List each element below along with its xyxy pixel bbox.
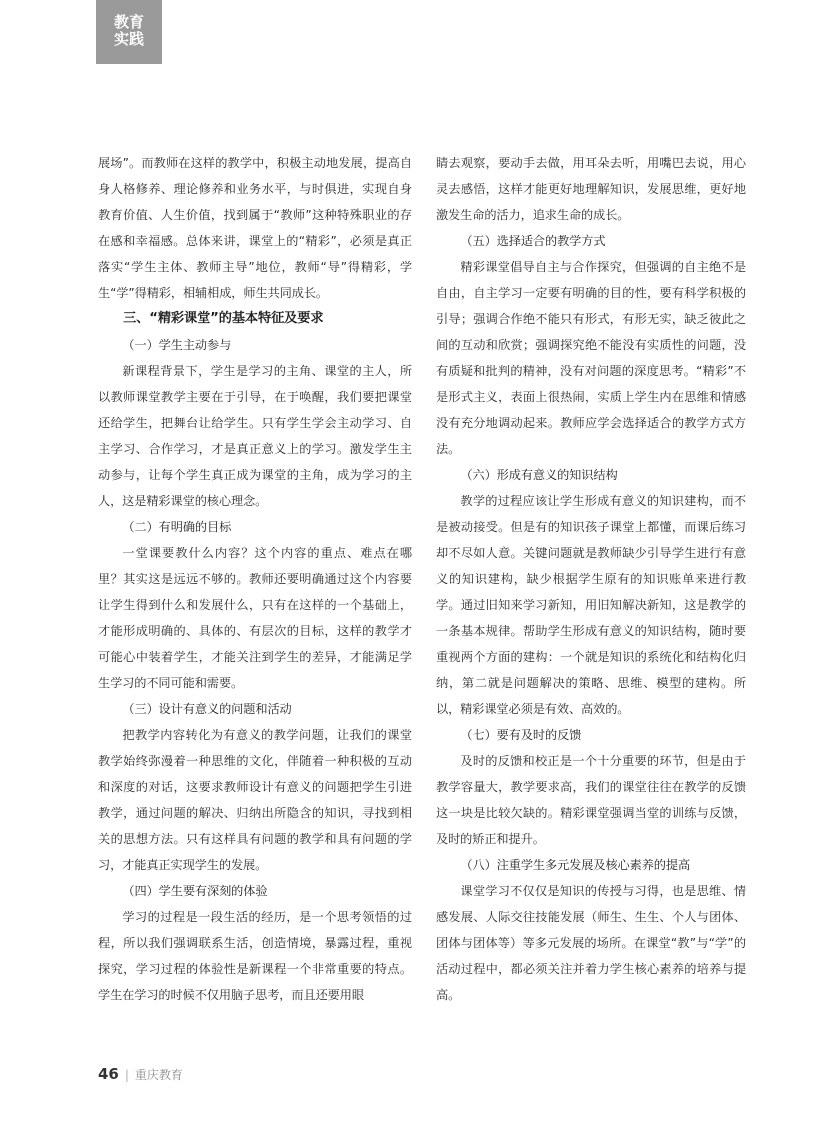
paragraph: 睛去观察，要动手去做，用耳朵去听，用嘴巴去说，用心灵去感悟，这样才能更好地理解知识，发展思维，更好地激发生命的活力，追求生命的成长。 <box>436 156 746 222</box>
paragraph: 教学的过程应该让学生形成有意义的知识建构，而不是被动接受。但是有的知识孩子课堂上都懂，而课后练习却不尽如人意。关键问题就是教师缺少引导学生进行有意义的知识建构，缺少根据学生原有的知识账单来进行教学。通过旧知来学习新知，用旧知解决新知，这是教学的一条基本规律。帮助学生形成有意义的知识结构，随时要重视两个方面的建构：一个就是知识的系统化和结构化归纳，第二就是问题解决的策略、思维、模型的建构。所以，精彩课堂必须是有效、高效的。 <box>436 494 746 716</box>
paragraph: 学习的过程是一段生活的经历，是一个思考领悟的过程，所以我们强调联系生活，创造情境，暴露过程，重视探究，学习过程的体验性是新课程一个非常重要的特点。学生在学习的时候不仅用脑子思考，而且还要用眼 <box>98 910 412 1002</box>
paragraph: 及时的反馈和校正是一个十分重要的环节，但是由于教学容量大，教学要求高，我们的课堂往往在教学的反馈这一块是比较欠缺的。精彩课堂强调当堂的训练与反馈，及时的矫正和提升。 <box>436 754 746 846</box>
section-heading: 三、“精彩课堂”的基本特征及要求 <box>123 311 324 326</box>
paragraph: 一堂课要教什么内容？这个内容的重点、难点在哪里？其实这是远远不够的。教师还要明确通过这个内容要让学生得到什么和发展什么，只有在这样的一个基础上，才能形成明确的、具体的、有层次的目标，这样的教学才可能心中装着学生，才能关注到学生的差异，才能满足学生学习的不同可能和需要。 <box>98 546 412 690</box>
paragraph: 把教学内容转化为有意义的教学问题，让我们的课堂教学始终弥漫着一种思维的文化，伴随着一种积极的互动和深度的对话，这要求教师设计有意义的问题把学生引进教学，通过问题的解决、归纳出所隐含的知识，寻找到相关的思想方法。只有这样具有问题的教学和具有问题的学习，才能真正实现学生的发展。 <box>98 728 412 872</box>
left-column <box>98 150 412 1008</box>
section-tag <box>96 0 162 64</box>
subheading: （五）选择适合的教学方式 <box>460 234 606 248</box>
subheading: （七）要有及时的反馈 <box>460 728 582 742</box>
paragraph: 精彩课堂倡导自主与合作探究，但强调的自主绝不是自由，自主学习一定要有明确的目的性，要有科学积极的引导；强调合作绝不能只有形式，有形无实，缺乏彼此之间的互动和欣赏；强调探究绝不能没有实质性的问题，没有质疑和批判的精神，没有对问题的深度思考。“精彩”不是形式主义，表面上很热闹，实质上学生内在思维和情感没有充分地调动起来。教师应学会选择适合的教学方式方法。 <box>436 260 746 456</box>
subheading: （二）有明确的目标 <box>122 520 232 534</box>
subheading: （八）注重学生多元发展及核心素养的提高 <box>460 858 691 872</box>
footer-separator: | <box>124 1068 129 1082</box>
paragraph: 课堂学习不仅仅是知识的传授与习得，也是思维、情感发展、人际交往技能发展（师生、生生、个人与团体、团体与团体等）等多元发展的场所。在课堂“教”与“学”的活动过程中，都必须关注并着力学生核心素养的培养与提高。 <box>436 884 746 1002</box>
section-tag-line1: 教育 <box>113 13 144 31</box>
right-column <box>436 150 746 1008</box>
page-footer <box>98 1065 183 1083</box>
paragraph: 展场”。而教师在这样的教学中，积极主动地发展，提高自身人格修养、理论修养和业务水平，与时俱进，实现自身教育价值、人生价值，找到属于“教师”这种特殊职业的存在感和幸福感。总体来讲，课堂上的“精彩”，必须是真正落实“学生主体、教师主导”地位，教师“导”得精彩，学生“学”得精彩，相辅相成，师生共同成长。 <box>98 156 412 300</box>
subheading: （一）学生主动参与 <box>122 338 232 352</box>
subheading: （六）形成有意义的知识结构 <box>460 468 618 482</box>
journal-name: 重庆教育 <box>134 1068 183 1082</box>
subheading: （三）设计有意义的问题和活动 <box>122 702 292 716</box>
subheading: （四）学生要有深刻的体验 <box>122 884 268 898</box>
paragraph: 新课程背景下，学生是学习的主角、课堂的主人，所以教师课堂教学主要在于引导，在于唤醒，我们要把课堂还给学生，把舞台让给学生。只有学生学会主动学习、自主学习、合作学习，才是真正意义上的学习。激发学生主动参与，让每个学生真正成为课堂的主角，成为学习的主人，这是精彩课堂的核心理念。 <box>98 364 412 508</box>
page-number: 46 <box>98 1065 119 1083</box>
section-tag-line2: 实践 <box>113 30 144 48</box>
